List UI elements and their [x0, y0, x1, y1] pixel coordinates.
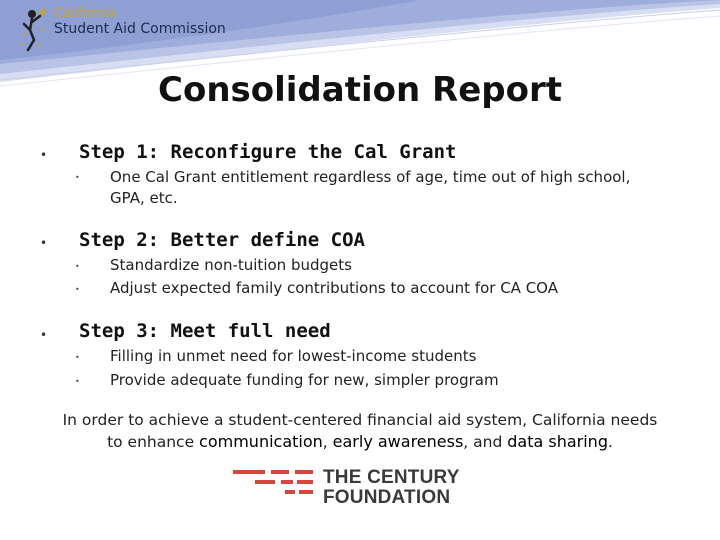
step-2-bullet: • [40, 236, 48, 250]
step-2-item-1: Standardize non-tuition budgets [110, 256, 352, 274]
step-3-sub-bullet-2: • [75, 377, 80, 386]
step-3-heading: Step 3: Meet full need [79, 320, 331, 342]
closing-suffix: . [607, 433, 613, 451]
step-2-heading: Step 2: Better define COA [79, 229, 365, 251]
org-name-line2: Student Aid Commission [54, 21, 226, 37]
closing-sep-2: , and [463, 433, 508, 451]
closing-line-2 [40, 431, 680, 453]
closing-statement [40, 410, 680, 453]
step-3-item-2: Provide adequate funding for new, simpler program [110, 371, 499, 389]
closing-sep-1: , [322, 433, 333, 451]
partner-logo-line1: THE CENTURY [323, 467, 460, 488]
step-1-bullet: • [40, 148, 48, 162]
partner-logo-line2: FOUNDATION [323, 487, 451, 508]
closing-line-1: In order to achieve a student-centered financial aid system, California needs [62, 411, 658, 429]
emphasis-data-sharing: data sharing [507, 432, 608, 451]
step-1-item-1: One Cal Grant entitlement regardless of age, time out of high school, [110, 168, 631, 186]
step-2-item-2: Adjust expected family contributions to account for CA COA [110, 279, 558, 297]
page-title: Consolidation Report [158, 70, 562, 110]
step-3-sub-bullet-1: • [75, 353, 80, 362]
california-student-aid-logo-icon [18, 4, 58, 54]
step-1-item-2: GPA, etc. [110, 189, 178, 207]
century-foundation-logo-icon [233, 470, 317, 496]
step-3-item-1: Filling in unmet need for lowest-income students [110, 347, 477, 365]
emphasis-communication: communication [199, 432, 323, 451]
org-name-line1: California [54, 6, 116, 21]
emphasis-early-awareness: early awareness [332, 432, 464, 451]
step-1-heading: Step 1: Reconfigure the Cal Grant [79, 141, 457, 163]
step-2-sub-bullet-1: • [75, 262, 80, 271]
step-2-sub-bullet-2: • [75, 285, 80, 294]
step-1-sub-bullet: • [75, 173, 80, 182]
step-3-bullet: • [40, 328, 48, 342]
closing-prefix: to enhance [107, 433, 200, 451]
